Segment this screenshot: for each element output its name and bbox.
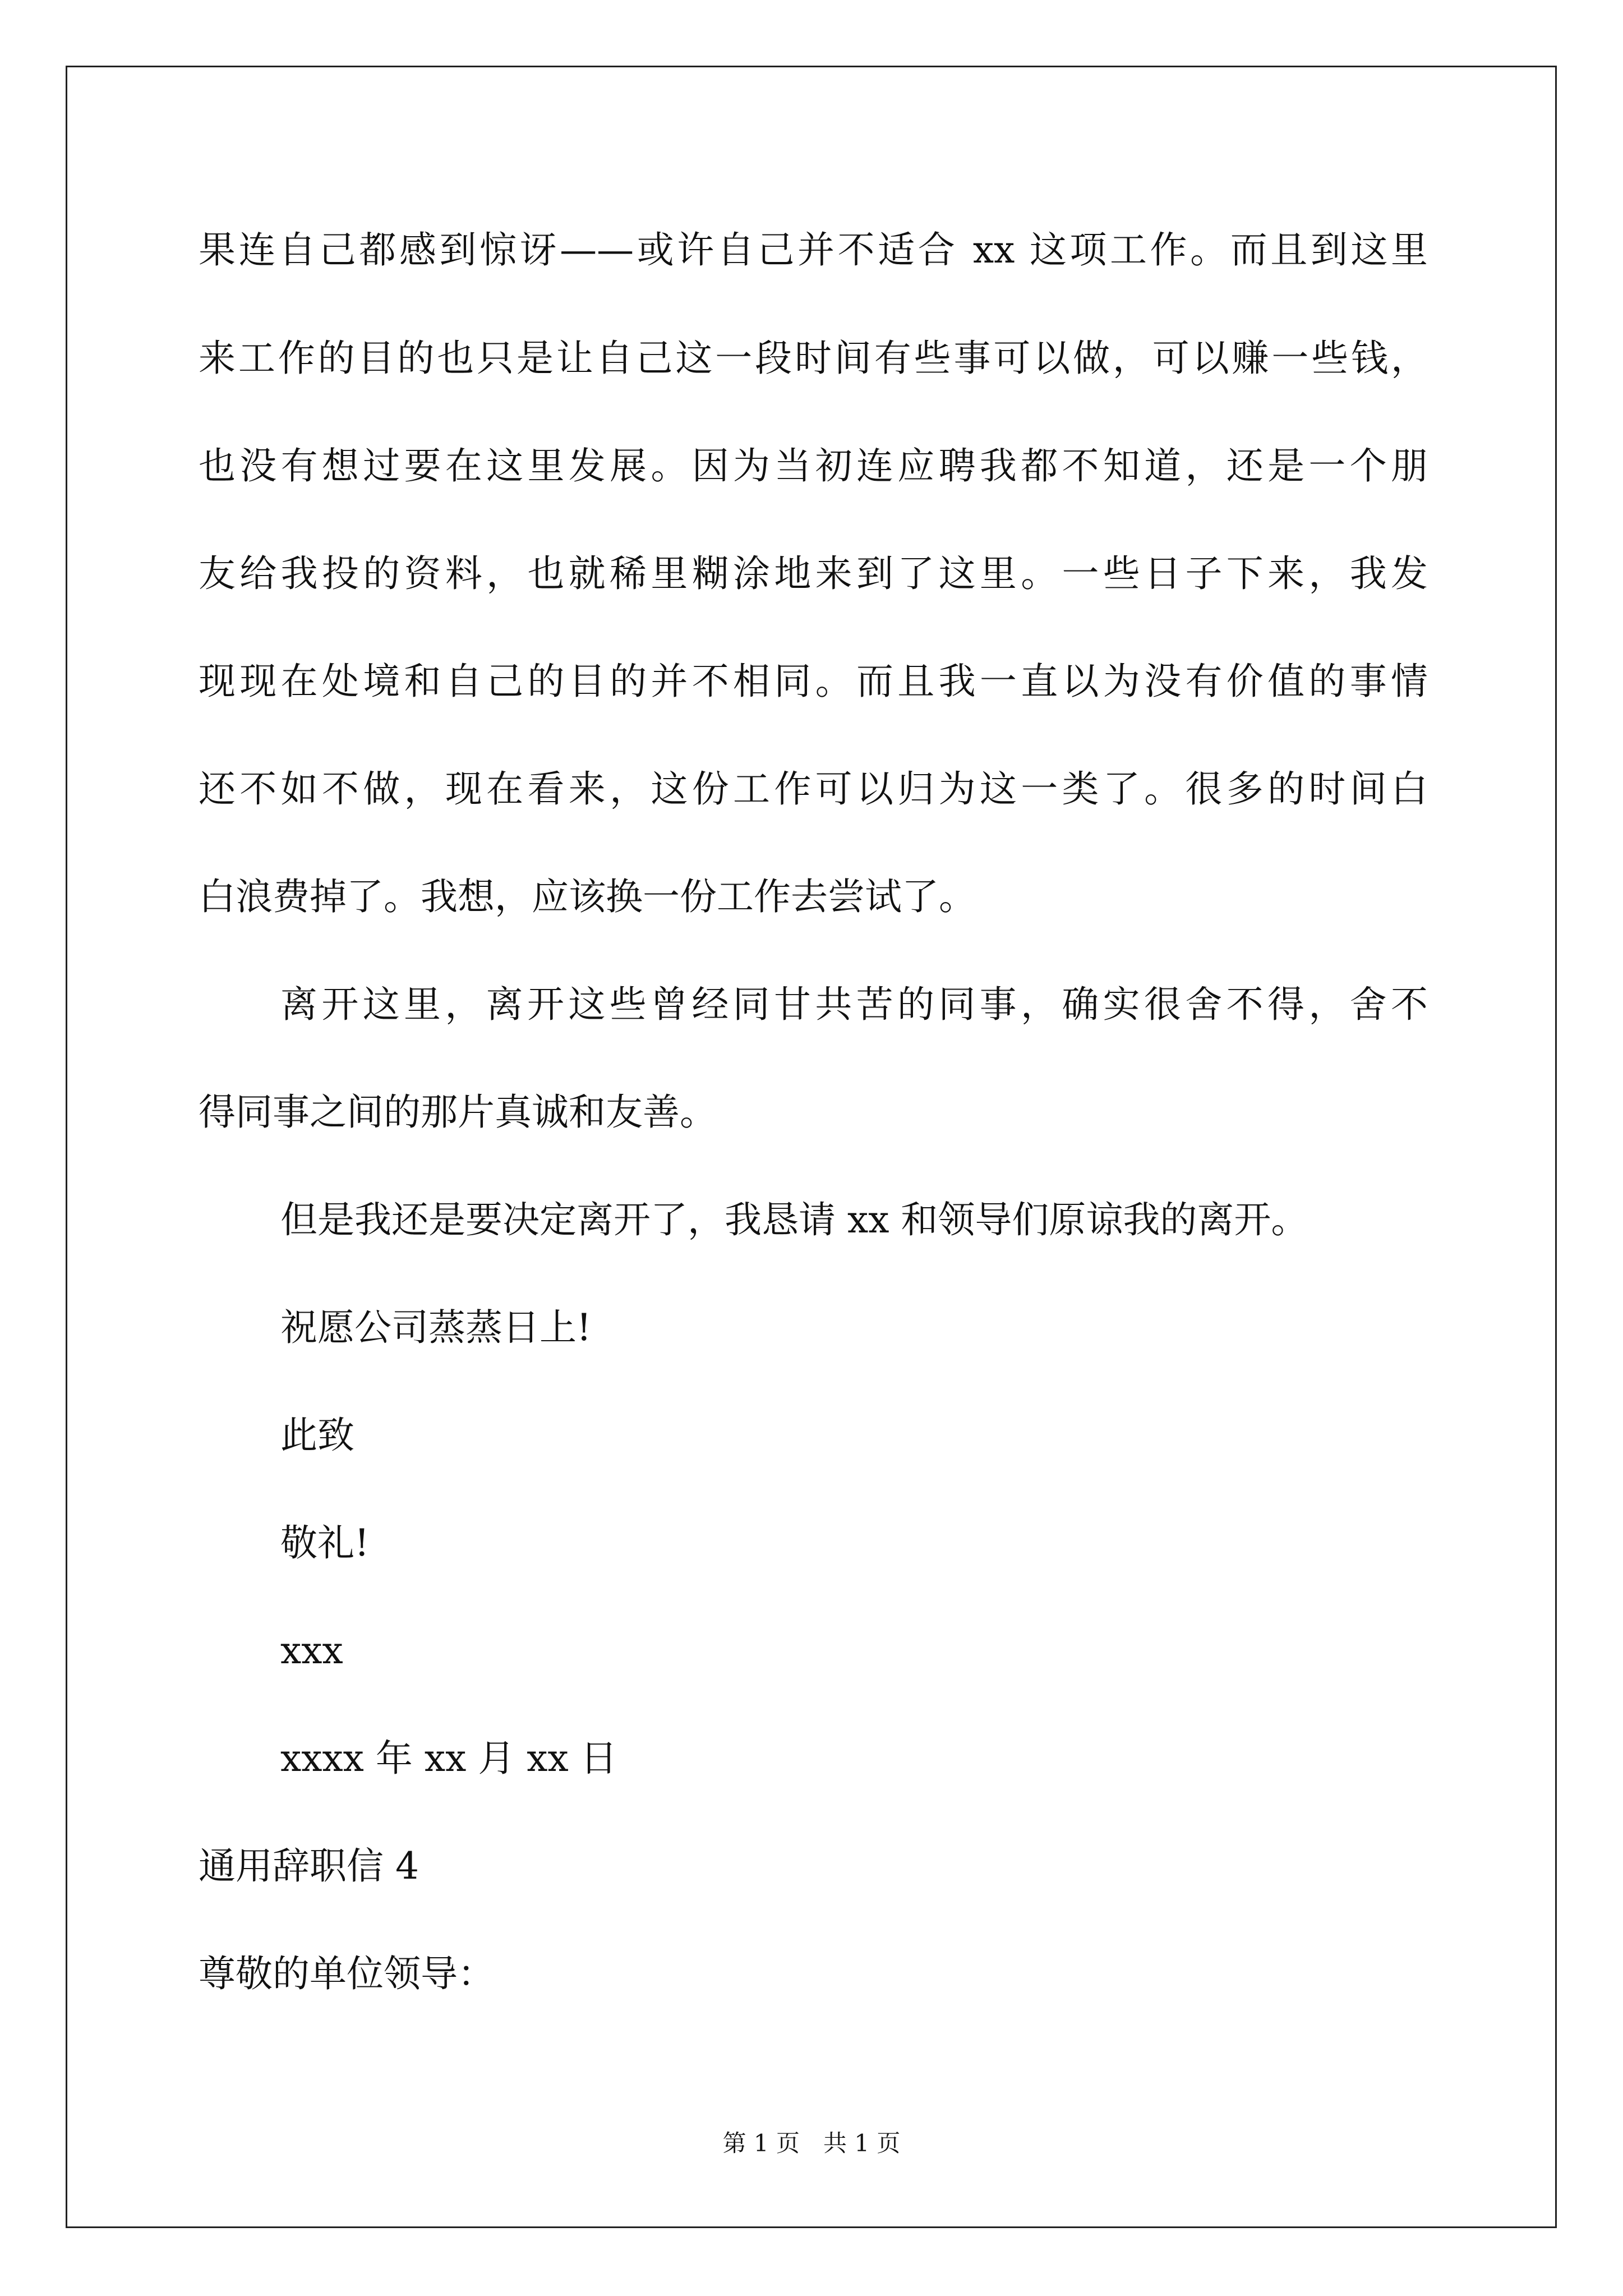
body-text-line: 得同事之间的那片真诚和友善。 <box>199 1091 717 1134</box>
section-heading: 通用辞职信 4 <box>199 1844 419 1888</box>
closing-wish: 祝愿公司蒸蒸日上! <box>280 1306 592 1349</box>
paragraph-first-line: 离开这里，离开这些曾经同甘共苦的同事，确实很舍不得，舍不 <box>280 983 1428 1026</box>
paragraph-line: 但是我还是要决定离开了，我恳请 xx 和领导们原谅我的离开。 <box>280 1198 1308 1241</box>
body-text-line: 现现在处境和自己的目的并不相同。而且我一直以为没有价值的事情 <box>199 660 1428 703</box>
signature-date: xxxx 年 xx 月 xx 日 <box>280 1737 617 1780</box>
page-border <box>66 66 1557 2228</box>
body-text-line: 也没有想过要在这里发展。因为当初连应聘我都不知道，还是一个朋 <box>199 444 1428 487</box>
body-text-line: 还不如不做，现在看来，这份工作可以归为这一类了。很多的时间白 <box>199 767 1428 811</box>
letter-greeting: 尊敬的单位领导： <box>199 1952 495 1995</box>
signature-name: xxx <box>280 1629 343 1672</box>
body-text-line: 白浪费掉了。我想，应该换一份工作去尝试了。 <box>199 875 976 918</box>
page-footer: 第 1 页 共 1 页 <box>722 2129 901 2157</box>
salutation-close: 此致 <box>280 1414 354 1457</box>
body-text-line: 友给我投的资料，也就稀里糊涂地来到了这里。一些日子下来，我发 <box>199 552 1428 595</box>
body-text-line: 果连自己都感到惊讶——或许自己并不适合 xx 这项工作。而且到这里 <box>199 228 1428 272</box>
salutation-respect: 敬礼! <box>280 1521 370 1565</box>
body-text-line: 来工作的目的也只是让自己这一段时间有些事可以做，可以赚一些钱， <box>199 337 1428 380</box>
